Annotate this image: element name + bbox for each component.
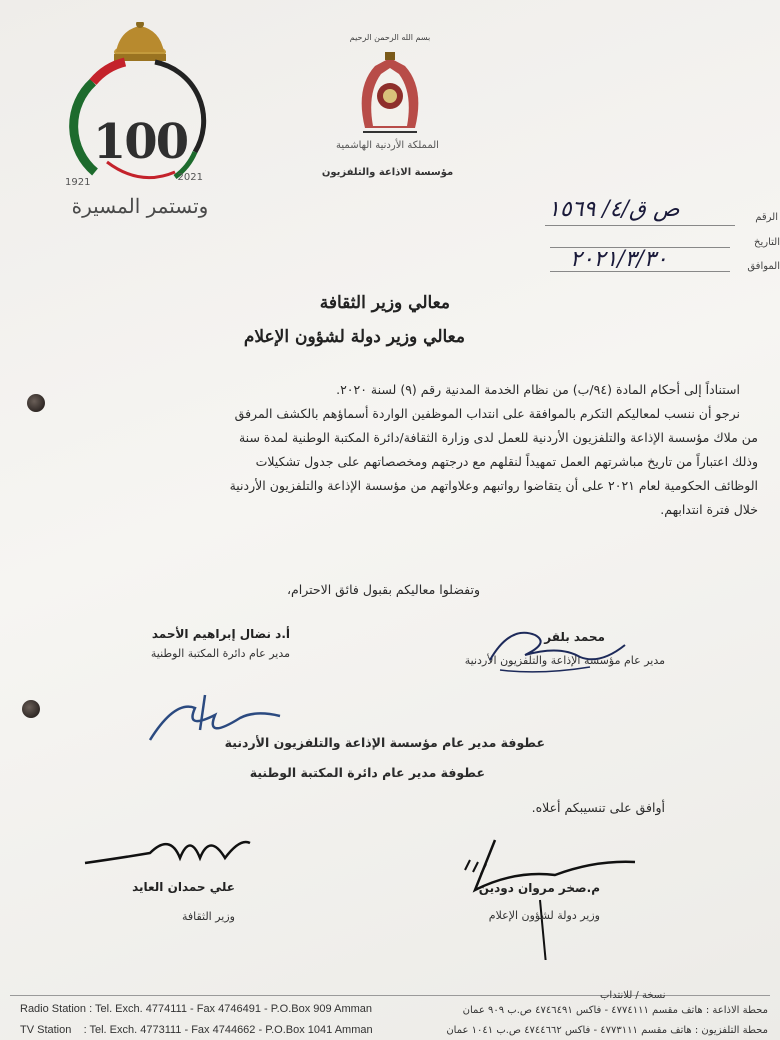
body-line: نرجو أن ننسب لمعاليكم التكرم بالموافقة على انتداب الموظفين الواردة أسماؤهم بالكشف المرفق: [234, 406, 740, 421]
letter-body: [58, 378, 758, 522]
centenary-year-end: 2021: [177, 172, 203, 183]
attention-broadcast: عطوفة مدير عام مؤسسة الإذاعة والتلفزيون الأردنية: [224, 735, 545, 750]
punch-hole-top: [27, 394, 45, 412]
ref-label: الرقم: [755, 212, 778, 223]
signatory-minister-media: [420, 881, 600, 922]
basmala: بسم الله الرحمن الرحيم: [349, 33, 431, 42]
signatory-title: مدير عام دائرة المكتبة الوطنية: [150, 647, 290, 660]
body-line: وذلك اعتباراً من تاريخ مباشرتهم العمل تمهيداً لنقلهم مع درجتهم ومخصصاتهم على جدول تشكيلات: [255, 454, 758, 469]
centenary-logo: [55, 22, 225, 227]
ref-value: ص ق/٤/ ١٥٦٩: [548, 197, 680, 222]
body-line: من ملاك مؤسسة الإذاعة والتلفزيون الأردنية للعمل لدى وزارة الثقافة/دائرة المكتبة الوطنية لمدة سنة: [238, 430, 758, 445]
ref-line: [545, 225, 735, 226]
footer-radio-ar: محطة الاذاعة : هاتف مقسم ٤٧٧٤١١١ - فاكس ٤٧٤٦٤٩١ ص.ب ٩٠٩ عمان: [462, 1005, 768, 1016]
punch-hole-bottom: [22, 700, 40, 718]
signatory-library-director: [90, 627, 290, 660]
signatory-title: وزير الثقافة: [181, 910, 235, 923]
coat-of-arms-icon: [345, 48, 435, 134]
footer-note: نسخة / للانتداب: [600, 990, 666, 1001]
jordan-coat-of-arms: [345, 48, 435, 148]
signatory-name: م.صخر مروان دودين: [478, 881, 600, 895]
signature-minister-culture: [80, 828, 260, 888]
body-line: الوظائف الحكومية لعام ٢٠٢١ على أن يتقاضوا رواتبهم وعلاواتهم من مؤسسة الإذاعة والتلفزيون الأردنية: [229, 478, 758, 493]
signature-broadcast-director: [480, 615, 640, 685]
addressee-minister-media: معالي وزير دولة لشؤون الإعلام: [243, 327, 465, 347]
corr-value: ٢٠٢١/٣/٣٠: [570, 247, 668, 272]
attention-library: عطوفة مدير عام دائرة المكتبة الوطنية: [249, 765, 485, 780]
addressee-minister-culture: معالي وزير الثقافة: [319, 293, 450, 313]
signatory-name: أ.د نضال إبراهيم الأحمد: [151, 627, 290, 641]
centenary-year-start: 1921: [65, 177, 91, 188]
corr-label: الموافق: [747, 261, 780, 272]
signatory-name: علي حمدان العايد: [132, 880, 235, 894]
reference-block: [540, 195, 780, 285]
signatory-title: وزير دولة لشؤون الإعلام: [488, 909, 600, 922]
date-label: التاريخ: [754, 237, 780, 248]
signatory-minister-culture: [120, 880, 235, 923]
signatory-name: محمد بلقر: [544, 630, 605, 644]
corr-line: [550, 271, 730, 272]
org-line-1: المملكة الأردنية الهاشمية: [336, 140, 439, 151]
centenary-slogan: وتستمر المسيرة: [71, 194, 209, 218]
body-line: خلال فترة انتدابهم.: [660, 502, 758, 517]
closing-line: وتفضلوا معاليكم بقبول فائق الاحترام،: [286, 582, 480, 597]
org-line-2: مؤسسة الاذاعة والتلفزيون: [321, 167, 454, 178]
approval-line: أوافق على تنسيبكم أعلاه.: [531, 800, 665, 815]
footer-tv-ar: محطة التلفزيون : هاتف مقسم ٤٧٧٣١١١ - فاكس ٤٧٤٤٦٦٢ ص.ب ١٠٤١ عمان: [446, 1025, 768, 1036]
signatory-title: مدير عام مؤسسة الإذاعة والتلفزيون الأردنية: [464, 654, 665, 667]
body-line: استناداً إلى أحكام المادة (٩٤/ب) من نظام الخدمة المدنية رقم (٩) لسنة ٢٠٢٠.: [336, 382, 740, 397]
centenary-number: 100: [92, 114, 188, 170]
footer-radio-en: Radio Station : Tel. Exch. 4774111 - Fax 4746491 - P.O.Box 909 Amman: [20, 1003, 373, 1015]
footer-tv-en: TV Station : Tel. Exch. 4773111 - Fax 4744662 - P.O.Box 1041 Amman: [20, 1024, 373, 1036]
